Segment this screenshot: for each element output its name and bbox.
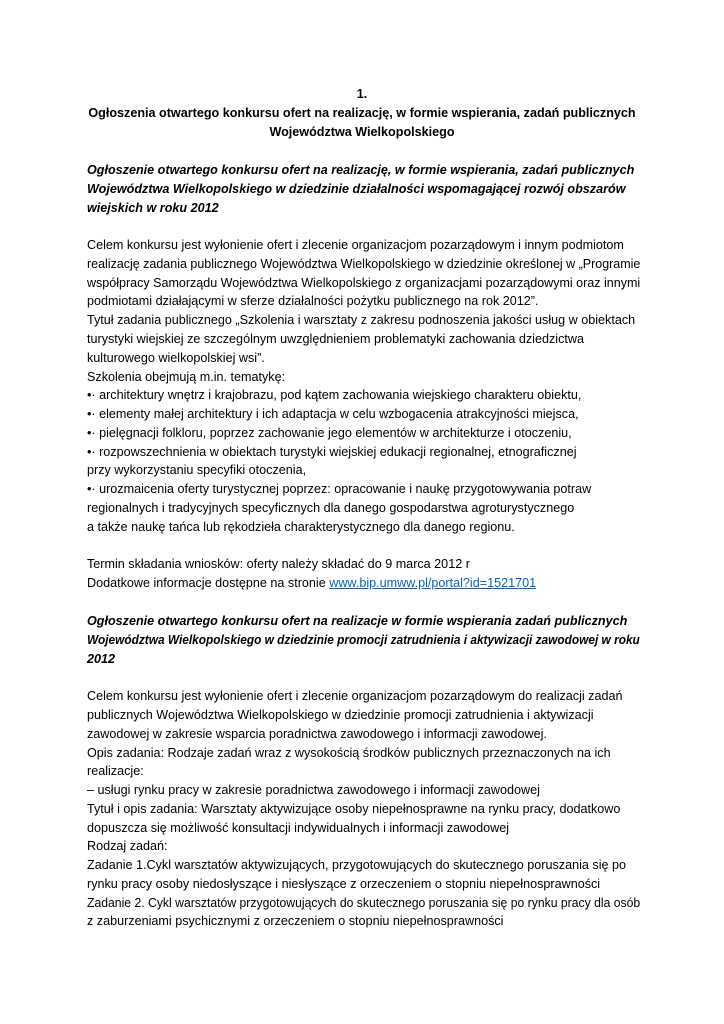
- section1-title-line: Ogłoszenie otwartego konkursu ofert na realizację, w formie wspierania, zadań publicznych: [87, 163, 635, 177]
- section1-deadline: Termin składania wniosków: oferty należy składać do 9 marca 2012 r: [87, 557, 470, 571]
- heading-number: 1.: [356, 87, 368, 101]
- section1-info-line: [87, 574, 536, 593]
- section2-title-line: Województwa Wielkopolskiego w dziedzinie promocji zatrudnienia i aktywizacji zawodowej w roku: [87, 633, 640, 647]
- heading-title-line-1: Ogłoszenia otwartego konkursu ofert na realizację, w formie wspierania, zadań publicznych: [88, 106, 636, 120]
- section2-body-line: Tytuł i opis zadania: Warsztaty aktywizujące osoby niepełnosprawne na rynku pracy, dodatkowo: [87, 802, 621, 816]
- section1-title-line: Województwa Wielkopolskiego w dziedzinie działalności wspomagającej rozwój obszarów: [87, 182, 626, 196]
- section1-body-line: Celem konkursu jest wyłonienie ofert i zlecenie organizacjom pozarządowym i innym podmiotom: [87, 238, 624, 252]
- section1-body-line: współpracy Samorządu Województwa Wielkopolskiego z organizacjami pozarządowymi oraz innymi: [87, 276, 641, 290]
- section1-body-line: Szkolenia obejmują m.in. tematykę:: [87, 370, 286, 384]
- section1-body-line: kulturowego wielkopolskiej wsi”.: [87, 351, 265, 365]
- section2-title-line: 2012: [87, 652, 116, 666]
- section1-info-prefix: Dodatkowe informacje dostępne na stronie: [87, 576, 330, 590]
- section1-bullet-item: •· pielęgnacji folkloru, poprzez zachowanie jego elementów w architekturze i otoczeniu,: [87, 426, 572, 440]
- section1-body-line: Tytuł zadania publicznego „Szkolenia i warsztaty z zakresu podnoszenia jakości usług w obiektach: [87, 313, 636, 327]
- section1-bullet-item: •· urozmaicenia oferty turystycznej poprzez: opracowanie i naukę przygotowywania potraw: [87, 482, 592, 496]
- section2-body-line: zawodowej w zakresie wsparcia poradnictwa zawodowego i informacji zawodowej.: [87, 727, 547, 741]
- section2-body-line: z zaburzeniami psychicznymi z orzeczeniem o stopniu niepełnosprawności: [87, 914, 504, 928]
- section1-body-line: podmiotami działającymi w sferze działalności pożytku publicznego na rok 2012”.: [87, 294, 539, 308]
- section1-body-line: przy wykorzystaniu specyfiki otoczenia,: [87, 463, 307, 477]
- section2-body-line: Rodzaj zadań:: [87, 839, 168, 853]
- section1-body-line: a także naukę tańca lub rękodzieła charakterystycznego dla danego regionu.: [87, 520, 515, 534]
- section2-body-line: publicznych Województwa Wielkopolskiego w dziedzinie promocji zatrudnienia i aktywizacji: [87, 708, 594, 722]
- section2-body-line: – usługi rynku pracy w zakresie poradnictwa zawodowego i informacji zawodowej: [87, 783, 540, 797]
- section2-body-line: rynku pracy osoby niedosłyszące i niesłyszące z orzeczeniem o stopniu niepełnosprawności: [87, 877, 601, 891]
- section1-body-line: turystyki wiejskiej ze szczególnym uwzględnieniem problematyki zachowania dziedzictwa: [87, 332, 584, 346]
- section1-title-line: wiejskich w roku 2012: [87, 201, 219, 215]
- heading-title-line-2: Województwa Wielkopolskiego: [269, 125, 455, 139]
- section2-body-line: Zadanie 1.Cykl warsztatów aktywizujących, przygotowujących do skutecznego poruszania się po: [87, 858, 626, 872]
- section2-body-line: realizacje:: [87, 764, 144, 778]
- section1-body-line: realizację zadania publicznego Województwa Wielkopolskiego w dziedzinie określonej w „Programie: [87, 257, 641, 271]
- section2-title-line: Ogłoszenie otwartego konkursu ofert na realizacje w formie wspierania zadań publicznych: [87, 614, 628, 628]
- section2-body-line: Opis zadania: Rodzaje zadań wraz z wysokością środków publicznych przeznaczonych na ich: [87, 746, 611, 760]
- section1-body-line: regionalnych i tradycyjnych specyficznych dla danego gospodarstwa agroturystycznego: [87, 501, 575, 515]
- section1-bullet-item: •· rozpowszechnienia w obiektach turystyki wiejskiej edukacji regionalnej, etnograficznej: [87, 445, 577, 459]
- section2-body-line: dopuszcza się możliwość konsultacji indywidualnych i informacji zawodowej: [87, 821, 510, 835]
- section1-bullet-item: •· elementy małej architektury i ich adaptacja w celu wzbogacenia atrakcyjności miejsca,: [87, 407, 579, 421]
- section2-body-line: Zadanie 2. Cykl warsztatów przygotowujących do skutecznego poruszania się po rynku pracy dla osób: [87, 896, 641, 910]
- section1-bullet-item: •· architektury wnętrz i krajobrazu, pod kątem zachowania wiejskiego charakteru obiektu,: [87, 388, 582, 402]
- section2-body-line: Celem konkursu jest wyłonienie ofert i zlecenie organizacjom pozarządowym do realizacji zadań: [87, 689, 623, 703]
- bip-link[interactable]: www.bip.umww.pl/portal?id=1521701: [329, 576, 537, 590]
